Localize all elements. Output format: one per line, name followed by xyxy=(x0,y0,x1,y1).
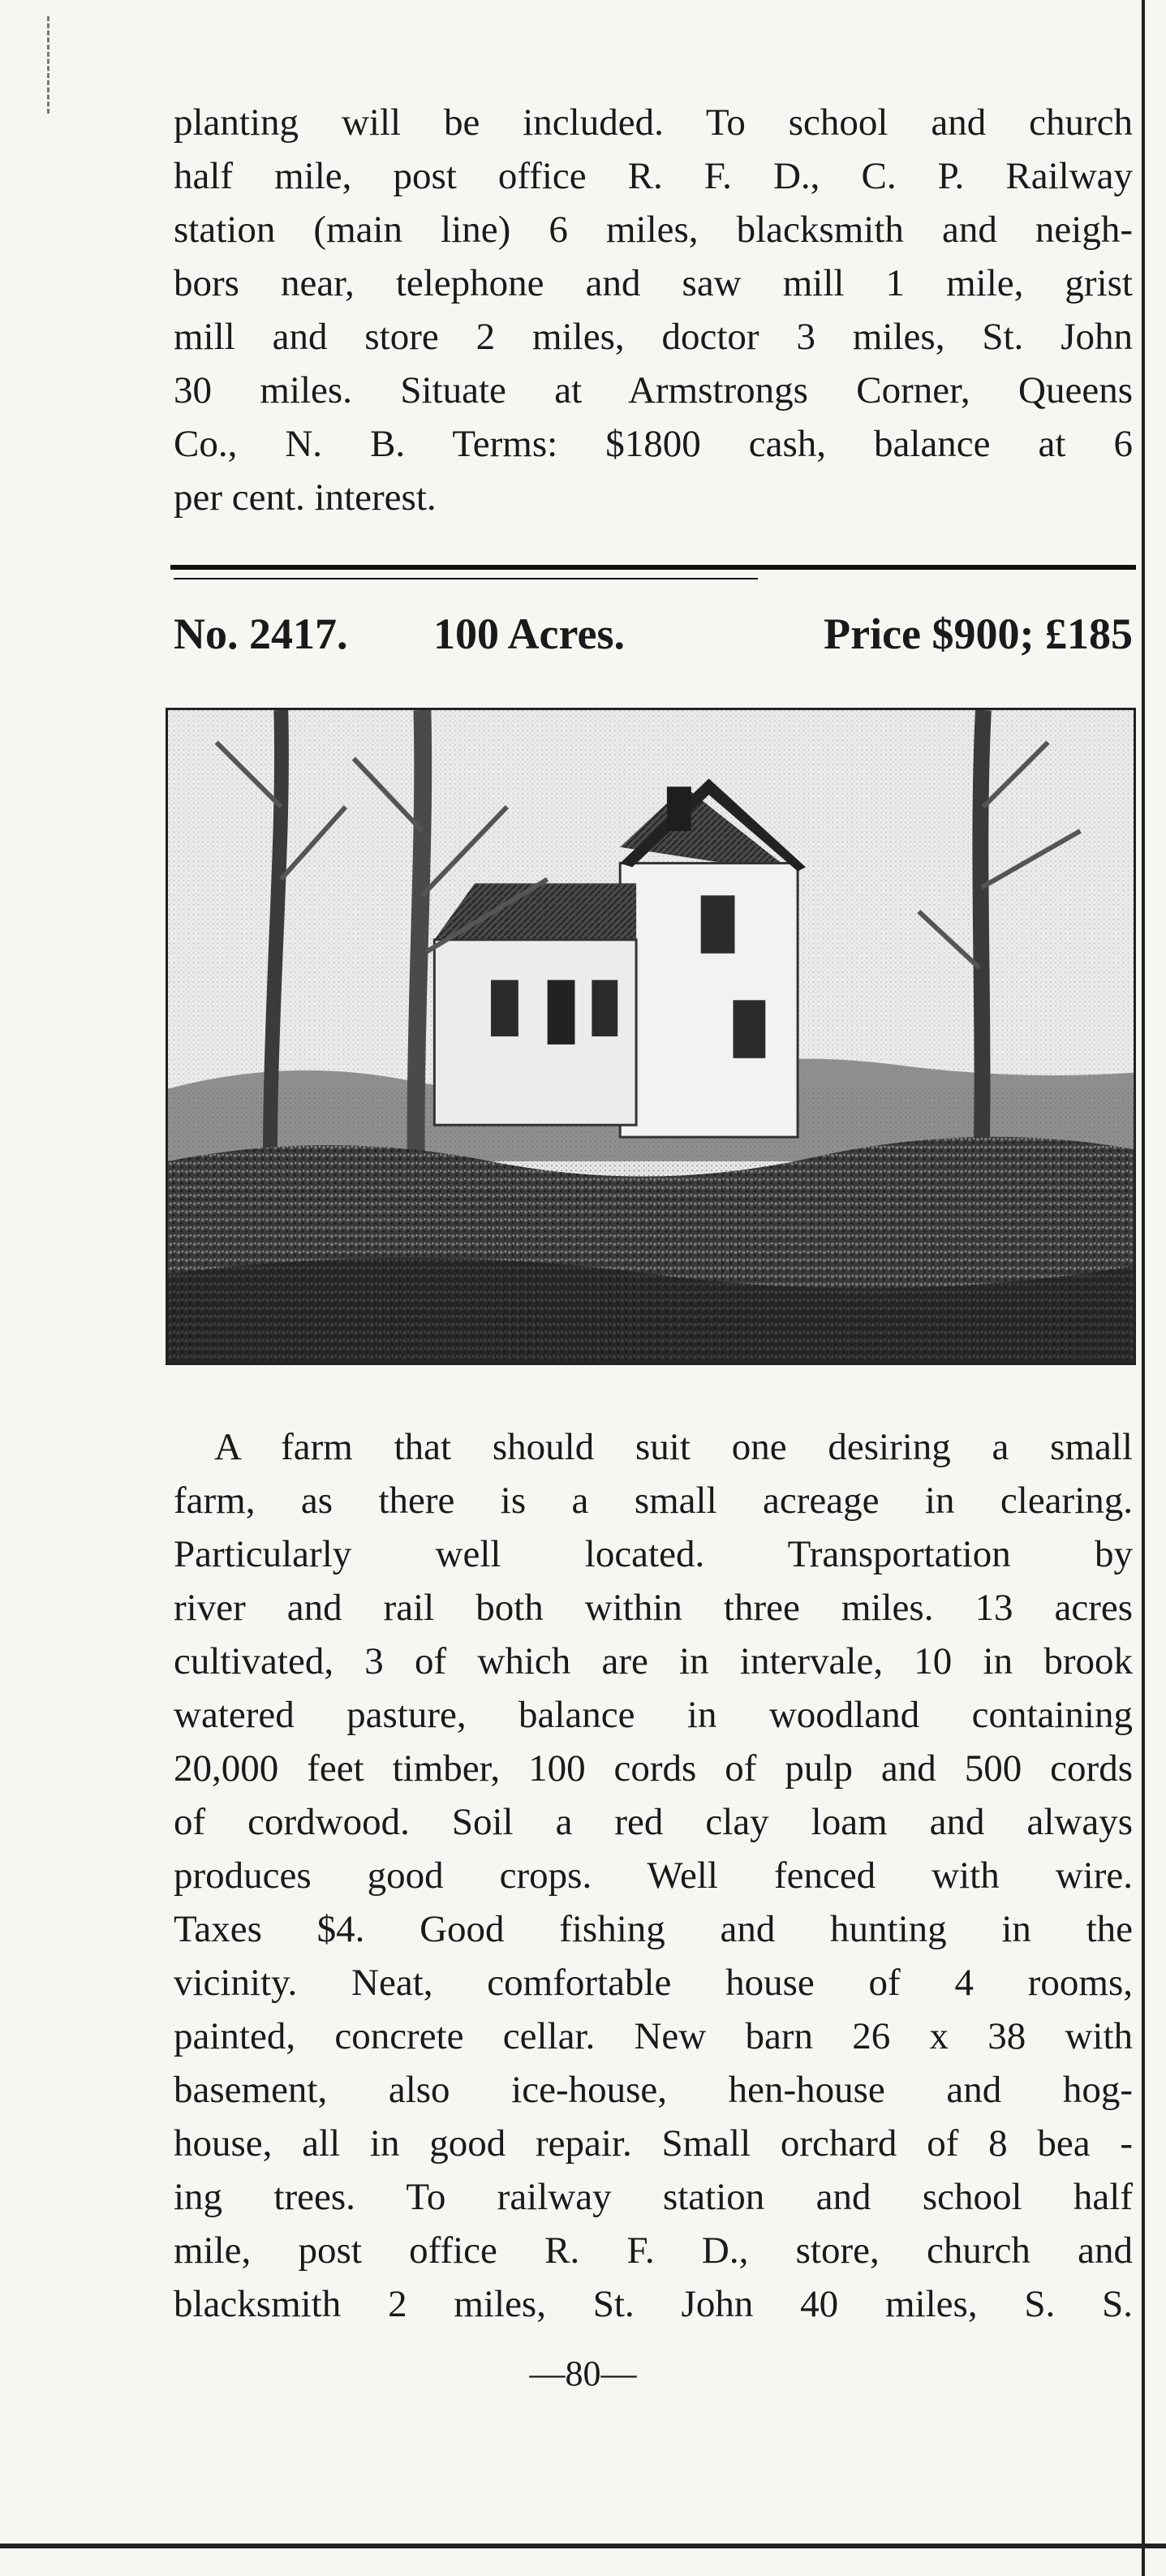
text-line: farm, as there is a small acreage in clearing. xyxy=(174,1480,1133,1522)
section-divider xyxy=(170,565,1136,570)
farmhouse-photo xyxy=(166,708,1136,1365)
text-line: Co., N. B. Terms: $1800 cash, balance at 6 xyxy=(174,423,1133,465)
text-line: half mile, post office R. F. D., C. P. Railway xyxy=(174,155,1133,197)
text-line: painted, concrete cellar. New barn 26 x 38 with xyxy=(174,2015,1133,2057)
left-margin-mark xyxy=(47,16,52,114)
page-border-bottom xyxy=(0,2544,1166,2548)
listing-price: Price $900; £185 xyxy=(824,610,1133,658)
text-line: A farm that should suit one desiring a small xyxy=(214,1426,1133,1468)
text-line: station (main line) 6 miles, blacksmith and neigh- xyxy=(174,209,1133,251)
text-line: mile, post office R. F. D., store, church and xyxy=(174,2229,1133,2272)
farmhouse-photo-illustration xyxy=(168,710,1134,1363)
listing-number: No. 2417. xyxy=(174,610,348,658)
text-line: vicinity. Neat, comfortable house of 4 rooms, xyxy=(174,1962,1133,2004)
text-line: per cent. interest. xyxy=(174,476,437,519)
text-line: 20,000 feet timber, 100 cords of pulp and 500 cords xyxy=(174,1747,1133,1790)
text-line: river and rail both within three miles. 13 acres xyxy=(174,1587,1133,1629)
text-line: basement, also ice-house, hen-house and hog- xyxy=(174,2069,1133,2111)
text-line: bors near, telephone and saw mill 1 mile, grist xyxy=(174,262,1133,304)
section-divider-thin xyxy=(174,578,758,579)
text-line: 30 miles. Situate at Armstrongs Corner, Queens xyxy=(174,369,1133,411)
listing-header xyxy=(174,599,1133,669)
text-line: house, all in good repair. Small orchard of 8 bea - xyxy=(174,2122,1133,2165)
text-line: Particularly well located. Transportation by xyxy=(174,1533,1133,1575)
top-paragraph xyxy=(174,96,1133,524)
text-line: of cordwood. Soil a red clay loam and always xyxy=(174,1801,1133,1843)
listing-acres: 100 Acres. xyxy=(433,610,625,658)
text-line: ing trees. To railway station and school half xyxy=(174,2176,1133,2218)
text-line: Taxes $4. Good fishing and hunting in the xyxy=(174,1908,1133,1950)
text-line: watered pasture, balance in woodland containing xyxy=(174,1694,1133,1736)
page-number: —80— xyxy=(529,2354,637,2393)
text-line: blacksmith 2 miles, St. John 40 miles, S. S. xyxy=(174,2283,1133,2325)
body-paragraph xyxy=(174,1420,1133,2331)
text-line: cultivated, 3 of which are in intervale, 10 in brook xyxy=(174,1640,1133,1682)
text-line: planting will be included. To school and church xyxy=(174,101,1133,144)
text-line: mill and store 2 miles, doctor 3 miles, St. John xyxy=(174,316,1133,358)
page-border-right xyxy=(1142,0,1145,2576)
text-line: produces good crops. Well fenced with wire. xyxy=(174,1854,1133,1897)
